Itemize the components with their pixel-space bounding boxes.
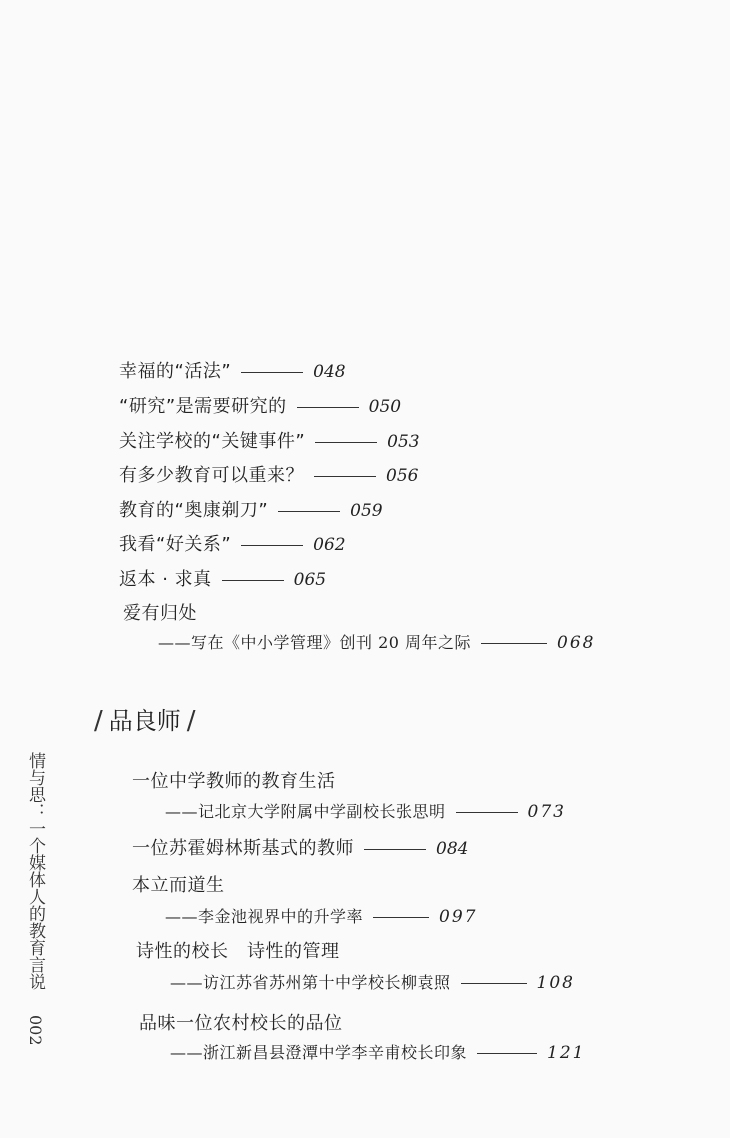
toc-entry-title: 一位中学教师的教育生活 bbox=[132, 771, 336, 792]
toc-entry-subtitle[interactable] bbox=[170, 972, 575, 994]
leader-line bbox=[241, 545, 303, 546]
toc-entry[interactable] bbox=[119, 465, 418, 487]
toc-entry-page: 050 bbox=[368, 397, 402, 417]
toc-entry-title: 品味一位农村校长的品位 bbox=[139, 1013, 343, 1034]
toc-entry-title: “研究”是需要研究的 bbox=[119, 396, 287, 417]
toc-entry-subtitle[interactable] bbox=[158, 632, 596, 654]
section-slash-left: / bbox=[94, 706, 103, 736]
toc-entry-title: ——访江苏省苏州第十中学校长柳袁照 bbox=[170, 973, 451, 992]
toc-entry-title: 诗性的校长 诗性的管理 bbox=[136, 941, 340, 962]
leader-line bbox=[456, 812, 518, 813]
section-heading bbox=[88, 706, 202, 736]
leader-line bbox=[364, 849, 426, 850]
toc-entry-page: 073 bbox=[527, 802, 566, 822]
leader-line bbox=[481, 643, 547, 644]
toc-entry-title: ——浙江新昌县澄潭中学李辛甫校长印象 bbox=[170, 1043, 468, 1062]
leader-line bbox=[222, 580, 284, 581]
toc-entry[interactable] bbox=[136, 941, 340, 963]
toc-entry[interactable] bbox=[132, 875, 225, 897]
toc-entry[interactable] bbox=[139, 1013, 343, 1035]
toc-entry-title: ——记北京大学附属中学副校长张思明 bbox=[165, 802, 446, 821]
leader-line bbox=[314, 476, 376, 477]
toc-entry[interactable] bbox=[119, 534, 346, 556]
leader-line bbox=[278, 511, 340, 512]
toc-entry-page: 062 bbox=[313, 535, 346, 555]
toc-entry-title: 返本 · 求真 bbox=[119, 569, 212, 590]
toc-entry-title: ——李金池视界中的升学率 bbox=[165, 907, 364, 926]
toc-entry[interactable] bbox=[119, 361, 346, 383]
section-title: 品良师 bbox=[108, 707, 181, 735]
toc-entry-page: 068 bbox=[557, 633, 596, 653]
section-slash-right: / bbox=[186, 706, 196, 736]
toc-entry-title: ——写在《中小学管理》创刊 20 周年之际 bbox=[158, 633, 472, 652]
running-head-page-number: 002 bbox=[26, 1015, 45, 1046]
toc-entry-title: 有多少教育可以重来？ bbox=[119, 465, 304, 486]
toc-entry-page: 065 bbox=[293, 570, 327, 590]
leader-line bbox=[241, 372, 303, 373]
leader-line bbox=[297, 407, 359, 408]
toc-entry-page: 048 bbox=[313, 362, 346, 382]
leader-line bbox=[477, 1053, 537, 1054]
toc-entry[interactable] bbox=[119, 500, 383, 522]
toc-entry-page: 108 bbox=[536, 973, 575, 993]
toc-entry[interactable] bbox=[119, 431, 420, 453]
toc-entry[interactable] bbox=[119, 396, 401, 418]
toc-entry-title: 教育的“奥康剃刀” bbox=[119, 500, 269, 521]
toc-entry[interactable] bbox=[123, 603, 197, 625]
leader-line bbox=[461, 983, 527, 984]
toc-entry-subtitle[interactable] bbox=[165, 801, 566, 823]
toc-entry-title: 爱有归处 bbox=[123, 603, 197, 624]
leader-line bbox=[315, 442, 377, 443]
toc-entry[interactable] bbox=[119, 569, 326, 591]
toc-entry-title: 我看“好关系” bbox=[119, 534, 232, 555]
toc-entry-title: 本立而道生 bbox=[132, 875, 225, 896]
toc-entry-page: 097 bbox=[439, 907, 478, 927]
toc-entry-subtitle[interactable] bbox=[170, 1042, 585, 1064]
toc-entry-page: 056 bbox=[386, 466, 419, 486]
toc-entry[interactable] bbox=[132, 838, 468, 860]
toc-entry-title: 关注学校的“关键事件” bbox=[119, 431, 306, 452]
toc-entry[interactable] bbox=[132, 771, 336, 793]
leader-line bbox=[373, 917, 429, 918]
toc-entry-page: 059 bbox=[350, 501, 383, 521]
toc-entry-title: 幸福的“活法” bbox=[119, 361, 232, 382]
running-head-title: 情与思：一个媒体人的教育言说 bbox=[25, 752, 45, 990]
toc-entry-page: 084 bbox=[436, 839, 469, 859]
toc-entry-page: 053 bbox=[387, 432, 420, 452]
toc-entry-subtitle[interactable] bbox=[165, 906, 477, 928]
toc-entry-page: 121 bbox=[547, 1043, 586, 1063]
toc-entry-title: 一位苏霍姆林斯基式的教师 bbox=[132, 838, 354, 859]
